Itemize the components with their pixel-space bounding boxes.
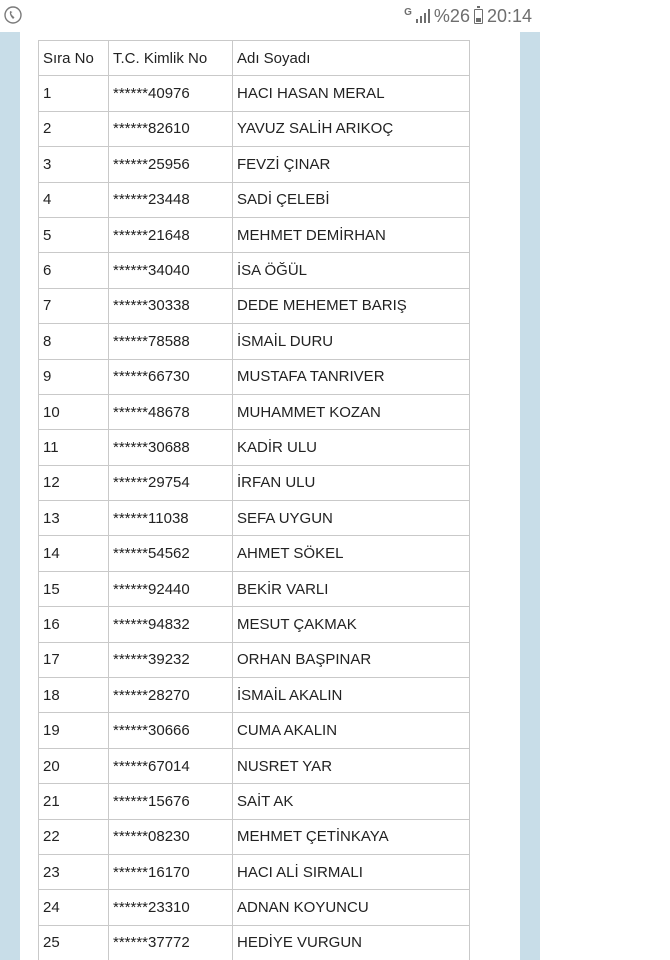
cell-adi-soyadi: İSMAİL DURU	[233, 324, 470, 359]
cell-adi-soyadi: SADİ ÇELEBİ	[233, 182, 470, 217]
table-row	[39, 571, 470, 606]
cell-tc-kimlik-no: ******23310	[109, 890, 233, 925]
cell-sira-no: 11	[39, 430, 109, 465]
cell-tc-kimlik-no: ******92440	[109, 571, 233, 606]
right-margin	[520, 32, 540, 960]
table-row	[39, 925, 470, 960]
cell-adi-soyadi: İRFAN ULU	[233, 465, 470, 500]
cell-sira-no: 21	[39, 784, 109, 819]
cell-sira-no: 16	[39, 607, 109, 642]
cell-sira-no: 2	[39, 111, 109, 146]
cell-sira-no: 9	[39, 359, 109, 394]
cell-adi-soyadi: FEVZİ ÇINAR	[233, 147, 470, 182]
cell-tc-kimlik-no: ******66730	[109, 359, 233, 394]
cell-sira-no: 14	[39, 536, 109, 571]
cell-tc-kimlik-no: ******82610	[109, 111, 233, 146]
header-sira-no: Sıra No	[39, 41, 109, 76]
cell-adi-soyadi: İSMAİL AKALIN	[233, 678, 470, 713]
cell-sira-no: 24	[39, 890, 109, 925]
cell-tc-kimlik-no: ******16170	[109, 854, 233, 889]
status-right	[404, 5, 532, 27]
cell-tc-kimlik-no: ******78588	[109, 324, 233, 359]
table-row	[39, 182, 470, 217]
header-adi-soyadi: Adı Soyadı	[233, 41, 470, 76]
cell-tc-kimlik-no: ******48678	[109, 394, 233, 429]
cell-adi-soyadi: CUMA AKALIN	[233, 713, 470, 748]
cell-sira-no: 15	[39, 571, 109, 606]
cell-tc-kimlik-no: ******37772	[109, 925, 233, 960]
cell-sira-no: 19	[39, 713, 109, 748]
table-row	[39, 111, 470, 146]
cell-sira-no: 23	[39, 854, 109, 889]
cell-adi-soyadi: HEDİYE VURGUN	[233, 925, 470, 960]
cell-sira-no: 1	[39, 76, 109, 111]
cell-adi-soyadi: İSA ÖĞÜL	[233, 253, 470, 288]
header-tc-kimlik-no: T.C. Kimlik No	[109, 41, 233, 76]
cell-tc-kimlik-no: ******30338	[109, 288, 233, 323]
cell-tc-kimlik-no: ******40976	[109, 76, 233, 111]
table-row	[39, 854, 470, 889]
table-row	[39, 890, 470, 925]
table-row	[39, 501, 470, 536]
table-row	[39, 217, 470, 252]
cell-tc-kimlik-no: ******29754	[109, 465, 233, 500]
cell-tc-kimlik-no: ******23448	[109, 182, 233, 217]
left-margin	[0, 32, 20, 960]
cell-adi-soyadi: AHMET SÖKEL	[233, 536, 470, 571]
cell-tc-kimlik-no: ******94832	[109, 607, 233, 642]
signal-icon	[416, 9, 430, 23]
cell-sira-no: 8	[39, 324, 109, 359]
cell-sira-no: 7	[39, 288, 109, 323]
table-row	[39, 359, 470, 394]
cell-sira-no: 25	[39, 925, 109, 960]
table-row	[39, 253, 470, 288]
results-table	[38, 40, 470, 960]
cell-sira-no: 20	[39, 748, 109, 783]
cell-sira-no: 18	[39, 678, 109, 713]
cell-tc-kimlik-no: ******15676	[109, 784, 233, 819]
cell-sira-no: 12	[39, 465, 109, 500]
table-header-row	[39, 41, 470, 76]
cell-tc-kimlik-no: ******30666	[109, 713, 233, 748]
table-row	[39, 607, 470, 642]
table-row	[39, 324, 470, 359]
cell-adi-soyadi: MUHAMMET KOZAN	[233, 394, 470, 429]
cell-adi-soyadi: ADNAN KOYUNCU	[233, 890, 470, 925]
cell-sira-no: 6	[39, 253, 109, 288]
cell-adi-soyadi: SEFA UYGUN	[233, 501, 470, 536]
cell-adi-soyadi: MEHMET ÇETİNKAYA	[233, 819, 470, 854]
cell-tc-kimlik-no: ******25956	[109, 147, 233, 182]
table-row	[39, 713, 470, 748]
table-row	[39, 642, 470, 677]
cell-adi-soyadi: HACI HASAN MERAL	[233, 76, 470, 111]
cell-sira-no: 22	[39, 819, 109, 854]
table-row	[39, 748, 470, 783]
call-icon	[4, 6, 22, 24]
status-bar	[0, 0, 540, 32]
cell-tc-kimlik-no: ******39232	[109, 642, 233, 677]
table-row	[39, 430, 470, 465]
cell-tc-kimlik-no: ******21648	[109, 217, 233, 252]
cell-sira-no: 17	[39, 642, 109, 677]
cell-tc-kimlik-no: ******34040	[109, 253, 233, 288]
table-body	[39, 76, 470, 960]
table-row	[39, 465, 470, 500]
cell-adi-soyadi: MUSTAFA TANRIVER	[233, 359, 470, 394]
cell-adi-soyadi: HACI ALİ SIRMALI	[233, 854, 470, 889]
cell-sira-no: 10	[39, 394, 109, 429]
cell-adi-soyadi: MESUT ÇAKMAK	[233, 607, 470, 642]
cell-adi-soyadi: NUSRET YAR	[233, 748, 470, 783]
cell-sira-no: 13	[39, 501, 109, 536]
table-row	[39, 288, 470, 323]
cell-sira-no: 5	[39, 217, 109, 252]
cell-sira-no: 3	[39, 147, 109, 182]
battery-percent: %26	[433, 5, 470, 26]
cell-adi-soyadi: ORHAN BAŞPINAR	[233, 642, 470, 677]
cell-adi-soyadi: BEKİR VARLI	[233, 571, 470, 606]
cell-tc-kimlik-no: ******11038	[109, 501, 233, 536]
cell-sira-no: 4	[39, 182, 109, 217]
table-row	[39, 536, 470, 571]
cell-adi-soyadi: MEHMET DEMİRHAN	[233, 217, 470, 252]
network-type-label: G	[404, 6, 412, 18]
table-row	[39, 678, 470, 713]
cell-tc-kimlik-no: ******54562	[109, 536, 233, 571]
cell-tc-kimlik-no: ******28270	[109, 678, 233, 713]
page-content[interactable]	[20, 32, 520, 960]
battery-icon	[474, 9, 483, 24]
table-row	[39, 147, 470, 182]
clock: 20:14	[486, 5, 532, 26]
table-row	[39, 819, 470, 854]
cell-adi-soyadi: KADİR ULU	[233, 430, 470, 465]
cell-tc-kimlik-no: ******08230	[109, 819, 233, 854]
cell-adi-soyadi: SAİT AK	[233, 784, 470, 819]
table-row	[39, 76, 470, 111]
cell-tc-kimlik-no: ******30688	[109, 430, 233, 465]
table-row	[39, 784, 470, 819]
cell-adi-soyadi: DEDE MEHEMET BARIŞ	[233, 288, 470, 323]
cell-tc-kimlik-no: ******67014	[109, 748, 233, 783]
cell-adi-soyadi: YAVUZ SALİH ARIKOÇ	[233, 111, 470, 146]
table-row	[39, 394, 470, 429]
